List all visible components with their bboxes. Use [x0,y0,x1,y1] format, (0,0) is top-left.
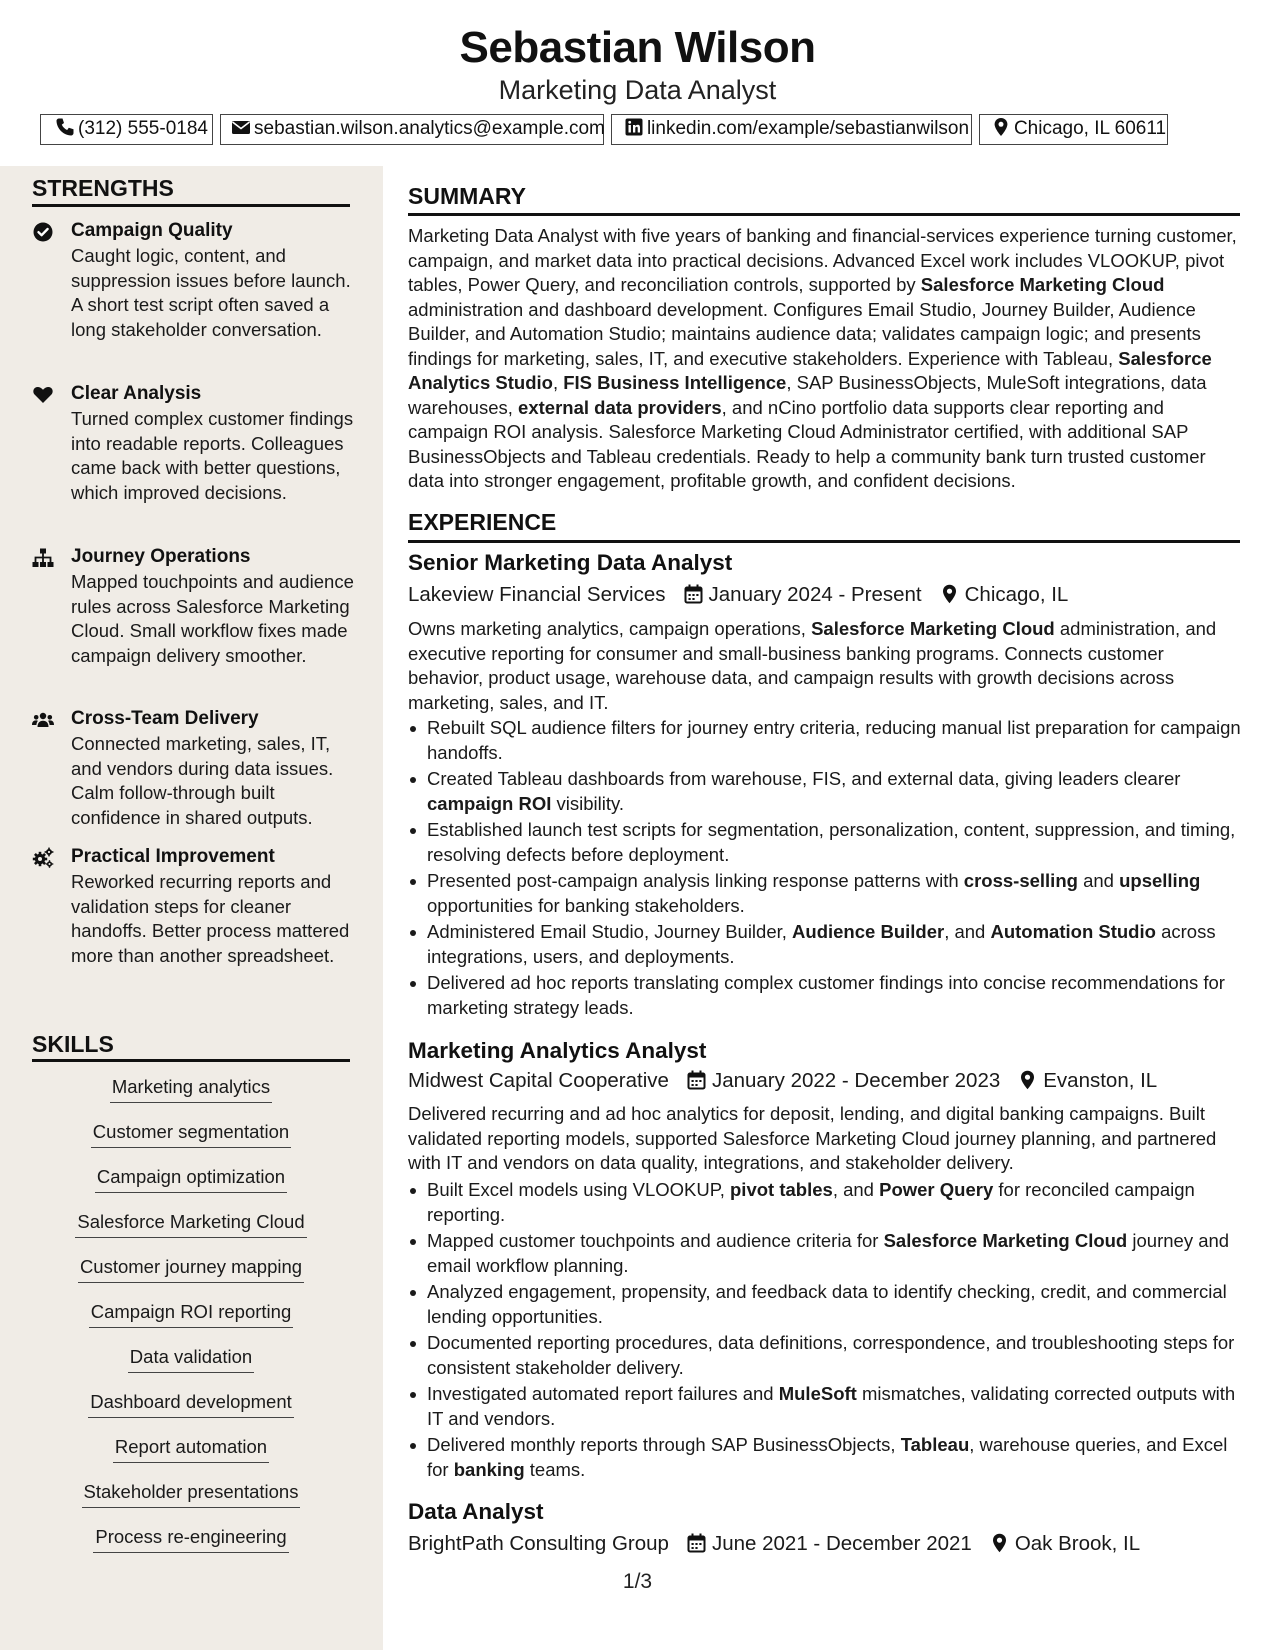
strength-item [32,218,362,358]
skills-rule [32,1059,350,1062]
contact-linkedin-text: linkedin.com/example/sebastianwilson [646,118,970,139]
bullet-item: Mapped customer touchpoints and audience criteria for Salesforce Marketing Cloud journey and email workflow planning. [408,1229,1243,1278]
strength-item [32,544,362,684]
bullet-item: Created Tableau dashboards from warehouse, FIS, and external data, giving leaders clearer campaign ROI visibility. [408,767,1243,816]
strength-title: Practical Improvement [71,846,275,867]
phone-icon [55,117,75,137]
skill-item: Stakeholder presentations [32,1479,350,1508]
strength-item [32,706,362,826]
job-title: Marketing Analytics Analyst [408,1038,707,1063]
skill-item: Customer segmentation [32,1119,350,1148]
job-meta [408,1530,1140,1558]
bullet-item: Presented post-campaign analysis linking response patterns with cross-selling and upselling opportunities for banking stakeholders. [408,869,1243,918]
skill-item: Data validation [32,1344,350,1373]
job-meta [408,581,1068,609]
check-circle-icon [32,221,54,243]
calendar-icon [684,584,703,604]
skill-item: Salesforce Marketing Cloud [32,1209,350,1238]
bullet-item: Rebuilt SQL audience filters for journey entry criteria, reducing manual list preparation for campaign handoffs. [408,716,1243,765]
strength-title: Journey Operations [71,546,251,567]
gears-icon [32,847,54,869]
bullet-item: Administered Email Studio, Journey Builder, Audience Builder, and Automation Studio across integrations, users, and deployments. [408,920,1243,969]
job-title: Senior Marketing Data Analyst [408,550,733,575]
skill-item: Marketing analytics [32,1074,350,1103]
skill-item: Report automation [32,1434,350,1463]
calendar-icon [687,1533,706,1553]
job-bullets [408,1178,1243,1484]
bullet-item: Delivered ad hoc reports translating complex customer findings into concise recommendations for marketing strategy leads. [408,971,1243,1020]
sitemap-icon [32,547,54,569]
job-description: Owns marketing analytics, campaign operations, Salesforce Marketing Cloud administration, and executive reporting for consumer and small-business banking programs. Connects customer behavior, product usage, warehouse data, and campaign results with growth decisions across marketing, sales, and IT. [408,618,1217,713]
job-company: BrightPath Consulting Group [408,1532,669,1555]
sidebar [0,166,383,1650]
job-location: Evanston, IL [1043,1069,1158,1092]
candidate-title: Marketing Data Analyst [498,75,777,105]
bullet-item: Built Excel models using VLOOKUP, pivot tables, and Power Query for reconciled campaign reporting. [408,1178,1243,1227]
summary-heading: SUMMARY [408,183,526,209]
bullet-item: Delivered monthly reports through SAP BusinessObjects, Tableau, warehouse queries, and Excel for banking teams. [408,1433,1243,1482]
job-dates: January 2024 - Present [708,583,922,606]
contact-phone-text: (312) 555-0184 [78,118,208,139]
contact-bar [0,114,1275,145]
candidate-name: Sebastian Wilson [459,23,816,72]
skill-item: Dashboard development [32,1389,350,1418]
strength-desc: Turned complex customer findings into readable reports. Colleagues came back with better questions, which improved decisions. [71,408,354,503]
skill-item: Campaign ROI reporting [32,1299,350,1328]
strength-title: Clear Analysis [71,383,202,404]
heart-icon [32,384,54,406]
strength-desc: Reworked recurring reports and validation steps for cleaner handoffs. Better process mattered more than another spreadsheet. [71,871,350,966]
strengths-rule [32,204,350,207]
job-company: Midwest Capital Cooperative [408,1069,669,1092]
users-icon [32,709,54,731]
contact-location-text: Chicago, IL 60611 [1013,118,1167,139]
resume-header [0,0,1275,166]
skill-item: Process re-engineering [32,1524,350,1553]
strength-item [32,844,362,984]
map-pin-icon [940,584,959,604]
job-dates: June 2021 - December 2021 [711,1532,972,1555]
bullet-item: Analyzed engagement, propensity, and feedback data to identify checking, credit, and commercial lending opportunities. [408,1280,1243,1329]
job-location: Oak Brook, IL [1014,1532,1141,1555]
job-meta [408,1067,1157,1095]
strength-item [32,381,362,521]
map-pin-icon [991,117,1011,137]
linkedin-icon [624,117,644,137]
contact-email[interactable] [220,114,604,145]
contact-location [979,114,1168,145]
envelope-icon [231,117,251,137]
strength-title: Cross-Team Delivery [71,708,259,729]
job-bullets [408,716,1243,1022]
skills-heading: SKILLS [32,1031,114,1057]
strength-desc: Connected marketing, sales, IT, and vendors during data issues. Calm follow-through built confidence in shared outputs. [71,733,334,828]
page-number: 1/3 [622,1570,653,1593]
skill-item: Customer journey mapping [32,1254,350,1283]
contact-linkedin[interactable] [611,114,972,145]
bullet-item: Documented reporting procedures, data definitions, correspondence, and troubleshooting steps for consistent stakeholder delivery. [408,1331,1243,1380]
calendar-icon [687,1070,706,1090]
experience-heading: EXPERIENCE [408,509,557,535]
summary-text: Marketing Data Analyst with five years of banking and financial-services experience turning customer, campaign, and market data into practical decisions. Advanced Excel work includes VLOOKUP, pivot tables, Power Query, and reconciliation controls, supported by Salesforce Marketing Cloud administration and dashboard development. Configures Email Studio, Journey Builder, Audience Builder, and Automation Studio; maintains audience data; validates campaign logic; and presents findings for marketing, sales, IT, and executive stakeholders. Experience with Tableau, Salesforce Analytics Studio, FIS Business Intelligence, SAP BusinessObjects, MuleSoft integrations, data warehouses, external data providers, and nCino portfolio data supports clear reporting and campaign ROI analysis. Salesforce Marketing Cloud Administrator certified, with additional SAP BusinessObjects and Tableau credentials. Ready to help a community bank turn trusted customer data into stronger engagement, profitable growth, and confident decisions. [408,225,1237,491]
skill-item: Campaign optimization [32,1164,350,1193]
bullet-item: Established launch test scripts for segmentation, personalization, content, suppression, and timing, resolving defects before deployment. [408,818,1243,867]
strengths-heading: STRENGTHS [32,175,174,201]
job-company: Lakeview Financial Services [408,583,666,606]
job-location: Chicago, IL [964,583,1069,606]
bullet-item: Investigated automated report failures and MuleSoft mismatches, validating corrected outputs with IT and vendors. [408,1382,1243,1431]
experience-rule [408,540,1240,543]
job-dates: January 2022 - December 2023 [711,1069,1001,1092]
strength-desc: Mapped touchpoints and audience rules across Salesforce Marketing Cloud. Small workflow fixes made campaign delivery smoother. [71,571,354,666]
job-title: Data Analyst [408,1499,544,1524]
contact-phone[interactable] [40,114,213,145]
map-pin-icon [1018,1070,1037,1090]
summary-rule [408,213,1240,216]
map-pin-icon [990,1533,1009,1553]
job-description: Delivered recurring and ad hoc analytics for deposit, lending, and digital banking campaigns. Built validated reporting models, supported Salesforce Marketing Cloud journey planning, and partnered with IT and vendors on data quality, integrations, and stakeholder delivery. [408,1103,1217,1173]
contact-email-text: sebastian.wilson.analytics@example.com [254,118,605,139]
strength-title: Campaign Quality [71,220,233,241]
strength-desc: Caught logic, content, and suppression issues before launch. A short test script often saved a long stakeholder conversation. [71,245,351,340]
